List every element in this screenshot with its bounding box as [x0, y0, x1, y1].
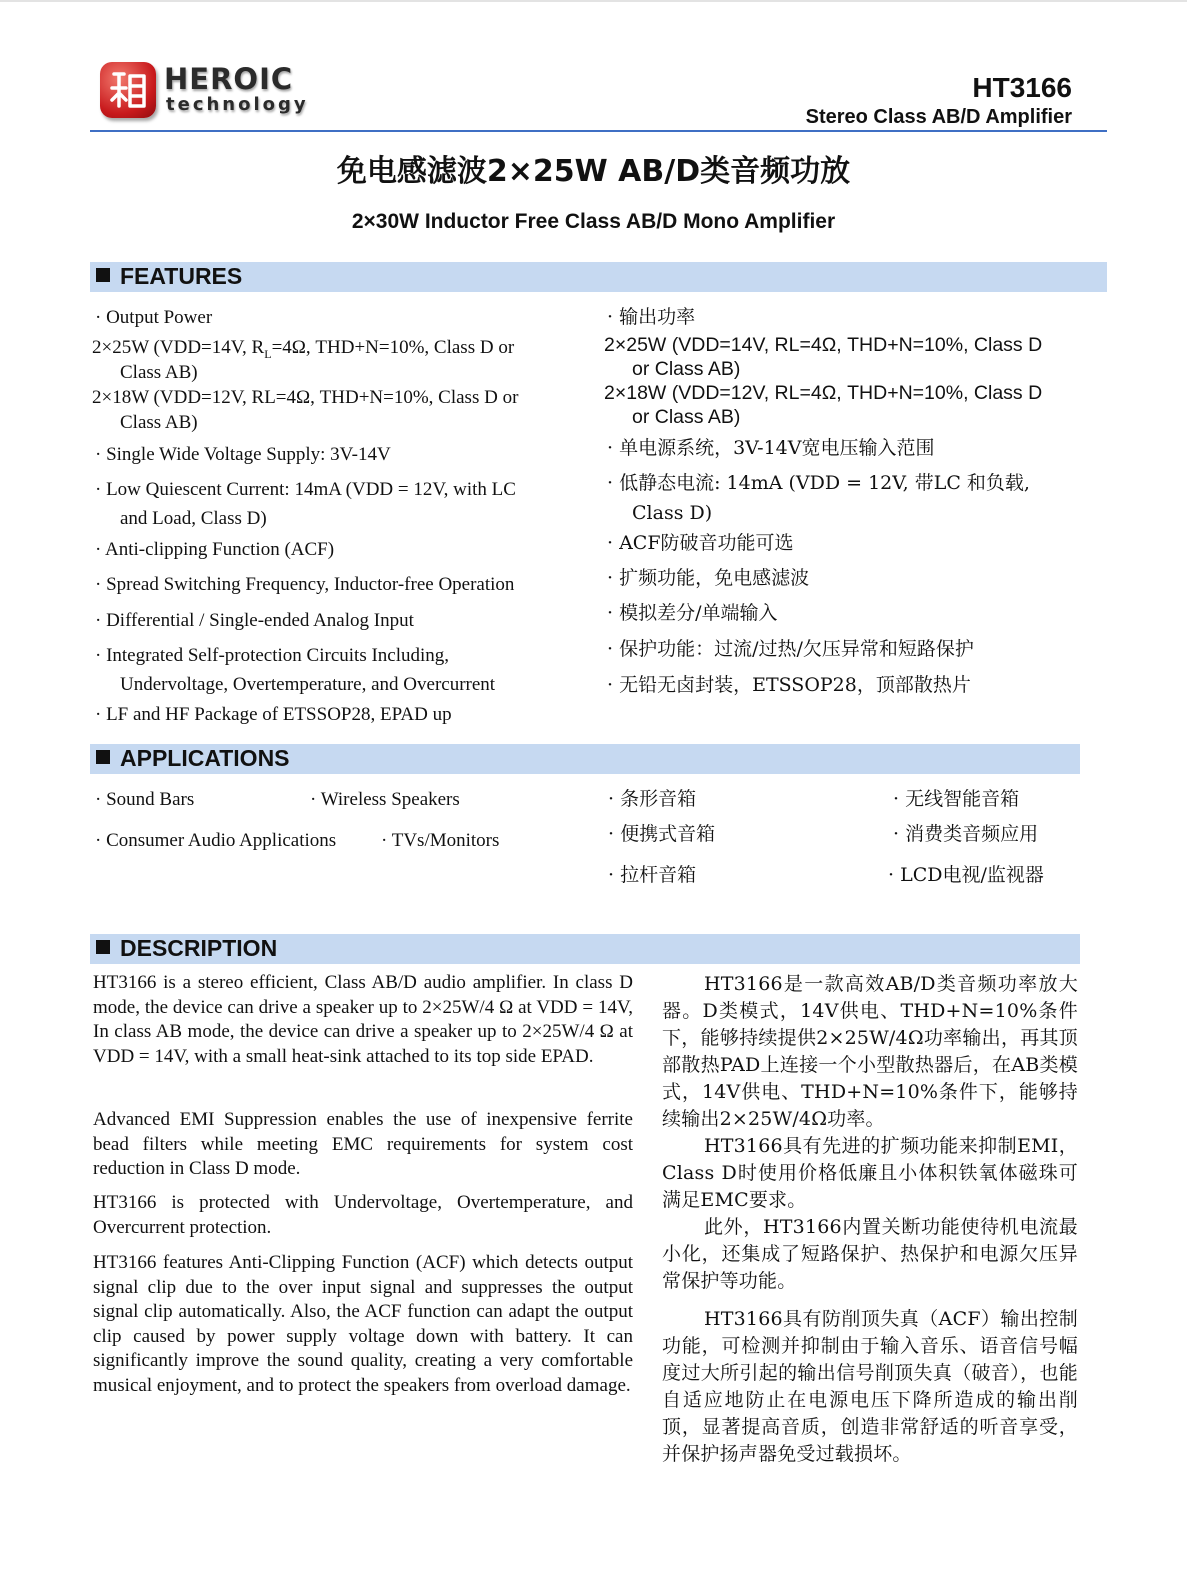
- black-square-icon: [96, 940, 110, 954]
- description-en-paragraph: HT3166 is a stereo efficient, Class AB/D audio amplifier. In class D mode, the device can drive a speaker up to 2×25W/4 Ω at VDD = 14V, In class AB mode, the device can drive a speaker up to 2×25W/4 Ω at VDD = 14V, with a small heat-sink attached to its top side EPAD.: [93, 972, 633, 1067]
- part-subtitle: Stereo Class AB/D Amplifier: [805, 106, 1072, 128]
- black-square-icon: [96, 268, 110, 282]
- black-square-icon: [96, 750, 110, 764]
- description-heading: DESCRIPTION: [96, 935, 277, 962]
- feature-en-op-line2-cont: Class AB): [120, 412, 198, 433]
- feature-en-spread: · Spread Switching Frequency, Inductor-free Operation: [95, 574, 515, 595]
- part-number: HT3166: [972, 72, 1072, 103]
- applications-heading-band: [90, 744, 1080, 774]
- description-en-paragraph: HT3166 is protected with Undervoltage, Overtemperature, and Overcurrent protection.: [93, 1192, 633, 1238]
- feature-cn-package: · 无铅无卤封装，ETSSOP28，顶部散热片: [607, 674, 971, 696]
- feature-cn-op-line1: 2×25W (VDD=14V, RL=4Ω, THD+N=10%, Class D: [604, 334, 1043, 356]
- feature-cn-supply: · 单电源系统，3V-14V宽电压输入范围: [607, 437, 935, 459]
- features-heading-band: [90, 262, 1107, 292]
- description-en-paragraph: HT3166 features Anti-Clipping Function (ACF) which detects output signal clip due to the over input signal and suppresses the output signal clip automatically. Also, the ACF function can adapt the output clip caused by power supply voltage down with battery. It can significantly improve the sound quality, creating a very comfortable musical enjoyment, and to protect the speakers from overload damage.: [93, 1252, 633, 1396]
- title-english: 2×30W Inductor Free Class AB/D Mono Amplifier: [351, 210, 836, 233]
- description-cn-paragraph: HT3166具有先进的扩频功能来抑制EMI，Class D时使用价格低廉且小体积铁氧体磁珠可满足EMC要求。: [662, 1135, 1078, 1211]
- feature-en-protect-cont: Undervoltage, Overtemperature, and Overcurrent: [120, 674, 496, 695]
- application-en-item: · Consumer Audio Applications: [95, 830, 337, 851]
- feature-cn-input: · 模拟差分/单端输入: [607, 602, 778, 624]
- feature-cn-quiescent: · 低静态电流: 14mA (VDD = 12V, 带LC 和负载,: [607, 472, 1030, 494]
- feature-cn-acf: · ACF防破音功能可选: [607, 532, 794, 554]
- feature-en-op-line2: 2×18W (VDD=12V, RL=4Ω, THD+N=10%, Class D or: [92, 387, 519, 408]
- application-en-item: · Wireless Speakers: [310, 789, 460, 810]
- applications-heading: APPLICATIONS: [96, 745, 290, 772]
- feature-en-acf: · Anti-clipping Function (ACF): [95, 539, 335, 560]
- application-cn-item: · 无线智能音箱: [893, 788, 1020, 810]
- feature-en-op-line1-cont: Class AB): [120, 362, 198, 383]
- feature-cn-op-line2-cont: or Class AB): [632, 406, 741, 428]
- description-heading-band: [90, 934, 1080, 964]
- feature-en-input: · Differential / Single-ended Analog Input: [95, 610, 414, 631]
- description-cn-paragraph: HT3166具有防削顶失真（ACF）输出控制功能，可检测并抑制由于输入音乐、语音信号幅度过大所引起的输出信号削顶失真（破音），也能自适应地防止在电源电压下降所造成的输出削顶，显著提高音质，创造非常舒适的听音享受，并保护扬声器免受过载损坏。: [662, 1308, 1078, 1465]
- feature-en-protect: · Integrated Self-protection Circuits Including,: [95, 645, 450, 666]
- feature-en-quiescent: · Low Quiescent Current: 14mA (VDD = 12V, with LC: [95, 479, 516, 500]
- title-chinese: 免电感滤波2×25W AB/D类音频功放: [336, 154, 851, 189]
- heroic-logo-icon: [100, 62, 156, 118]
- feature-en-output-power: · Output Power: [95, 307, 213, 328]
- brand-name: HEROIC: [164, 62, 294, 96]
- application-cn-item: · 拉杆音箱: [608, 864, 697, 886]
- feature-cn-op-line1-cont: or Class AB): [632, 358, 741, 380]
- feature-cn-spread: · 扩频功能，免电感滤波: [607, 567, 810, 589]
- application-cn-item: · 消费类音频应用: [893, 823, 1039, 845]
- features-heading: FEATURES: [96, 263, 242, 290]
- application-cn-item: · 条形音箱: [608, 788, 697, 810]
- brand-subtitle: technology: [166, 94, 309, 115]
- feature-en-op-line1: 2×25W (VDD=14V, $R_L=4\Omega$, THD+N=10%, Class D or: [92, 337, 515, 361]
- feature-cn-op-line2: 2×18W (VDD=12V, RL=4Ω, THD+N=10%, Class D: [604, 382, 1043, 404]
- application-en-item: · TVs/Monitors: [381, 830, 500, 851]
- description-cn-paragraph: HT3166是一款高效AB/D类音频功率放大器。D类模式，14V供电、THD+N=10%条件下，能够持续提供2×25W/4Ω功率输出，再其顶部散热PAD上连接一个小型散热器后，在AB类模式，14V供电、THD+N=10%条件下，能够持续输出2×25W/4Ω功率。: [662, 973, 1078, 1130]
- feature-en-package: · LF and HF Package of ETSSOP28, EPAD up: [95, 704, 452, 725]
- application-cn-item: · LCD电视/监视器: [888, 864, 1044, 886]
- feature-en-supply: · Single Wide Voltage Supply: 3V-14V: [95, 444, 391, 465]
- application-en-item: · Sound Bars: [95, 789, 195, 810]
- description-en-paragraph: Advanced EMI Suppression enables the use of inexpensive ferrite bead filters while meeting EMC requirements for system cost reduction in Class D mode.: [93, 1109, 633, 1179]
- description-cn-paragraph: 此外，HT3166内置关断功能使待机电流最小化，还集成了短路保护、热保护和电源欠压异常保护等功能。: [662, 1216, 1078, 1292]
- application-cn-item: · 便携式音箱: [608, 823, 716, 845]
- feature-en-quiescent-cont: and Load, Class D): [120, 508, 267, 529]
- header-rule: [90, 130, 1107, 132]
- top-border: [0, 0, 1187, 2]
- feature-cn-protect: · 保护功能：过流/过热/欠压异常和短路保护: [607, 638, 974, 660]
- feature-cn-quiescent-cont: Class D): [632, 502, 713, 524]
- company-logo: [100, 60, 320, 122]
- feature-cn-output-power: · 输出功率: [607, 306, 696, 328]
